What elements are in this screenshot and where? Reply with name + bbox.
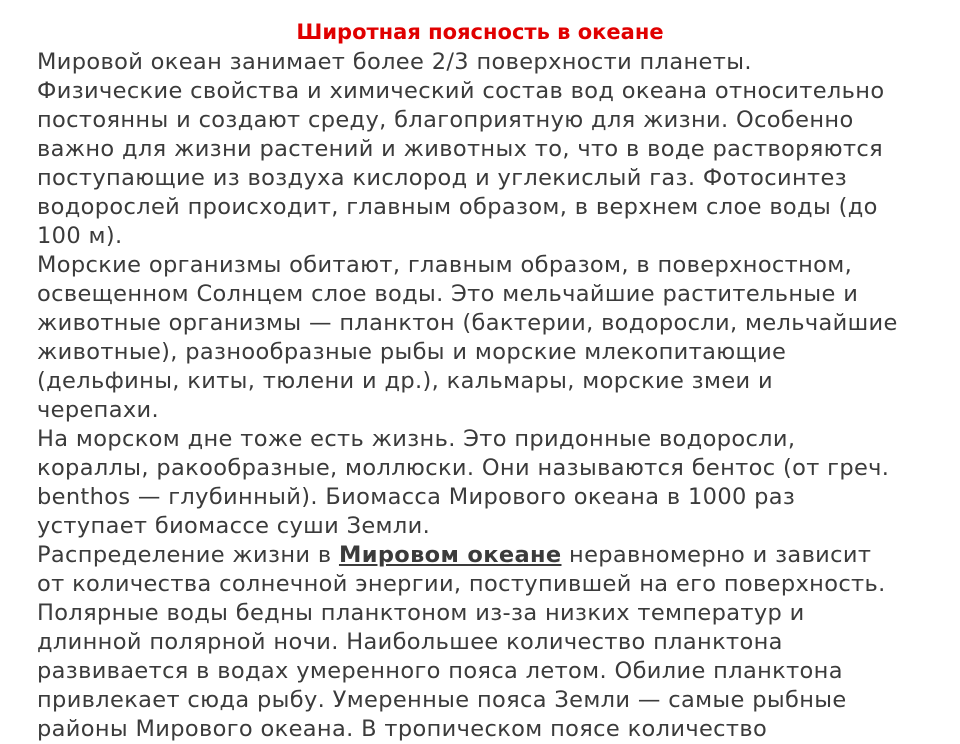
text-line: Физические свойства и химический состав вод океана относительно: [37, 78, 885, 104]
text-line: черепахи.: [37, 397, 160, 423]
text-line: от количества солнечной энергии, поступившей на его поверхность.: [37, 571, 886, 597]
paragraph-5: [37, 541, 937, 744]
text-line: важно для жизни растений и животных то, что в воде растворяются: [37, 136, 884, 162]
text-line: 100 м).: [37, 223, 123, 249]
paragraph-1: [37, 48, 937, 77]
paragraph-4: [37, 425, 937, 541]
paragraph-2: [37, 77, 937, 251]
world-ocean-link[interactable]: Мировом океане: [338, 542, 562, 568]
text-line: животные организмы — планктон (бактерии, водоросли, мельчайшие: [37, 310, 898, 336]
text-line: [37, 541, 937, 570]
text-line: Мировой океан занимает более 2/3 поверхности планеты.: [37, 49, 752, 75]
slide-title: Широтная поясность в океане: [296, 20, 664, 44]
text-line: Морские организмы обитают, главным образом, в поверхностном,: [37, 252, 853, 278]
slide-body: [37, 48, 937, 744]
text-line: поступающие из воздуха кислород и углекислый газ. Фотосинтез: [37, 165, 848, 191]
text-line: (дельфины, киты, тюлени и др.), кальмары, морские змеи и: [37, 368, 773, 394]
text-fragment: Распределение жизни в: [37, 542, 339, 568]
text-line: На морском дне тоже есть жизнь. Это придонные водоросли,: [37, 426, 796, 452]
text-line: освещенном Солнцем слое воды. Это мельчайшие растительные и: [37, 281, 859, 307]
text-line: привлекает сюда рыбу. Умеренные пояса Земли — самые рыбные: [37, 687, 847, 713]
text-line: benthos — глубинный). Биомасса Мирового океана в 1000 раз: [37, 484, 796, 510]
text-line: уступает биомассе суши Земли.: [37, 513, 431, 539]
text-line: районы Мирового океана. В тропическом поясе количество: [37, 716, 768, 742]
text-fragment: неравномерно и зависит: [561, 542, 872, 568]
text-line: водорослей происходит, главным образом, в верхнем слое воды (до: [37, 194, 878, 220]
text-line: кораллы, ракообразные, моллюски. Они называются бентос (от греч.: [37, 455, 890, 481]
text-line: длинной полярной ночи. Наибольшее количество планктона: [37, 629, 783, 655]
text-line: животные), разнообразные рыбы и морские млекопитающие: [37, 339, 787, 365]
text-line: Полярные воды бедны планктоном из-за низких температур и: [37, 600, 805, 626]
text-line: развивается в водах умеренного пояса летом. Обилие планктона: [37, 658, 843, 684]
paragraph-3: [37, 251, 937, 425]
text-line: постоянны и создают среду, благоприятную для жизни. Особенно: [37, 107, 854, 133]
